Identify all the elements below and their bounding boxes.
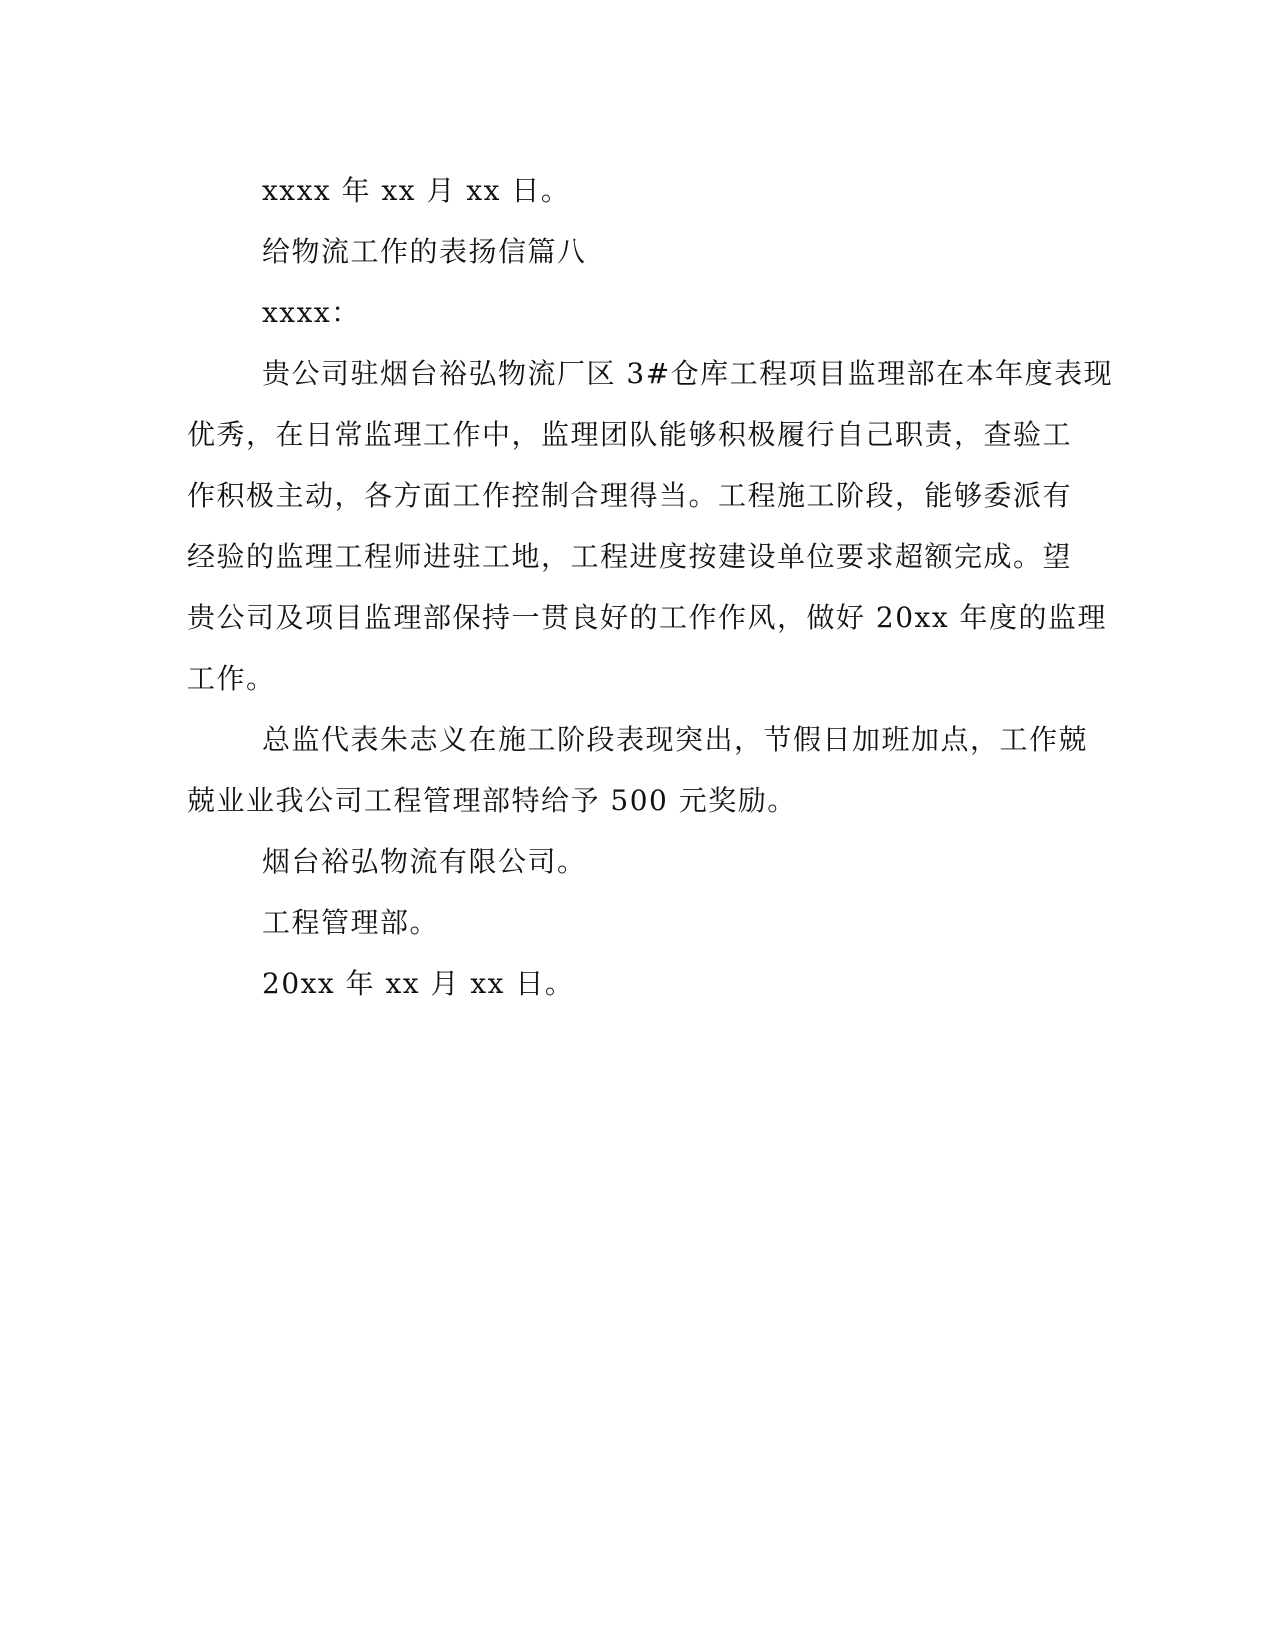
paragraph-line: 作积极主动，各方面工作控制合理得当。工程施工阶段，能够委派有	[187, 479, 1073, 512]
paragraph-line: 兢业业我公司工程管理部特给予 500 元奖励。	[187, 784, 797, 817]
letter-heading: 给物流工作的表扬信篇八	[262, 235, 587, 268]
top-date: xxxx 年 xx 月 xx 日。	[262, 174, 571, 207]
paragraph-praise	[187, 343, 1114, 709]
salutation: xxxx：	[262, 296, 361, 329]
paragraph-line: 总监代表朱志义在施工阶段表现突出，节假日加班加点，工作兢	[262, 723, 1089, 756]
paragraph-line: 经验的监理工程师进驻工地，工程进度按建设单位要求超额完成。望	[187, 540, 1073, 573]
document-body	[187, 160, 1114, 1014]
paragraph-reward	[187, 709, 1089, 831]
paragraph-line: 贵公司及项目监理部保持一贯良好的工作作风，做好 20xx 年度的监理	[187, 601, 1108, 634]
bottom-date: 20xx 年 xx 月 xx 日。	[262, 967, 575, 1000]
signature-department: 工程管理部。	[262, 906, 440, 939]
paragraph-line: 工作。	[187, 662, 276, 695]
paragraph-line: 贵公司驻烟台裕弘物流厂区 3#仓库工程项目监理部在本年度表现	[262, 357, 1114, 390]
signature-company: 烟台裕弘物流有限公司。	[262, 845, 587, 878]
paragraph-line: 优秀，在日常监理工作中，监理团队能够积极履行自己职责，查验工	[187, 418, 1073, 451]
